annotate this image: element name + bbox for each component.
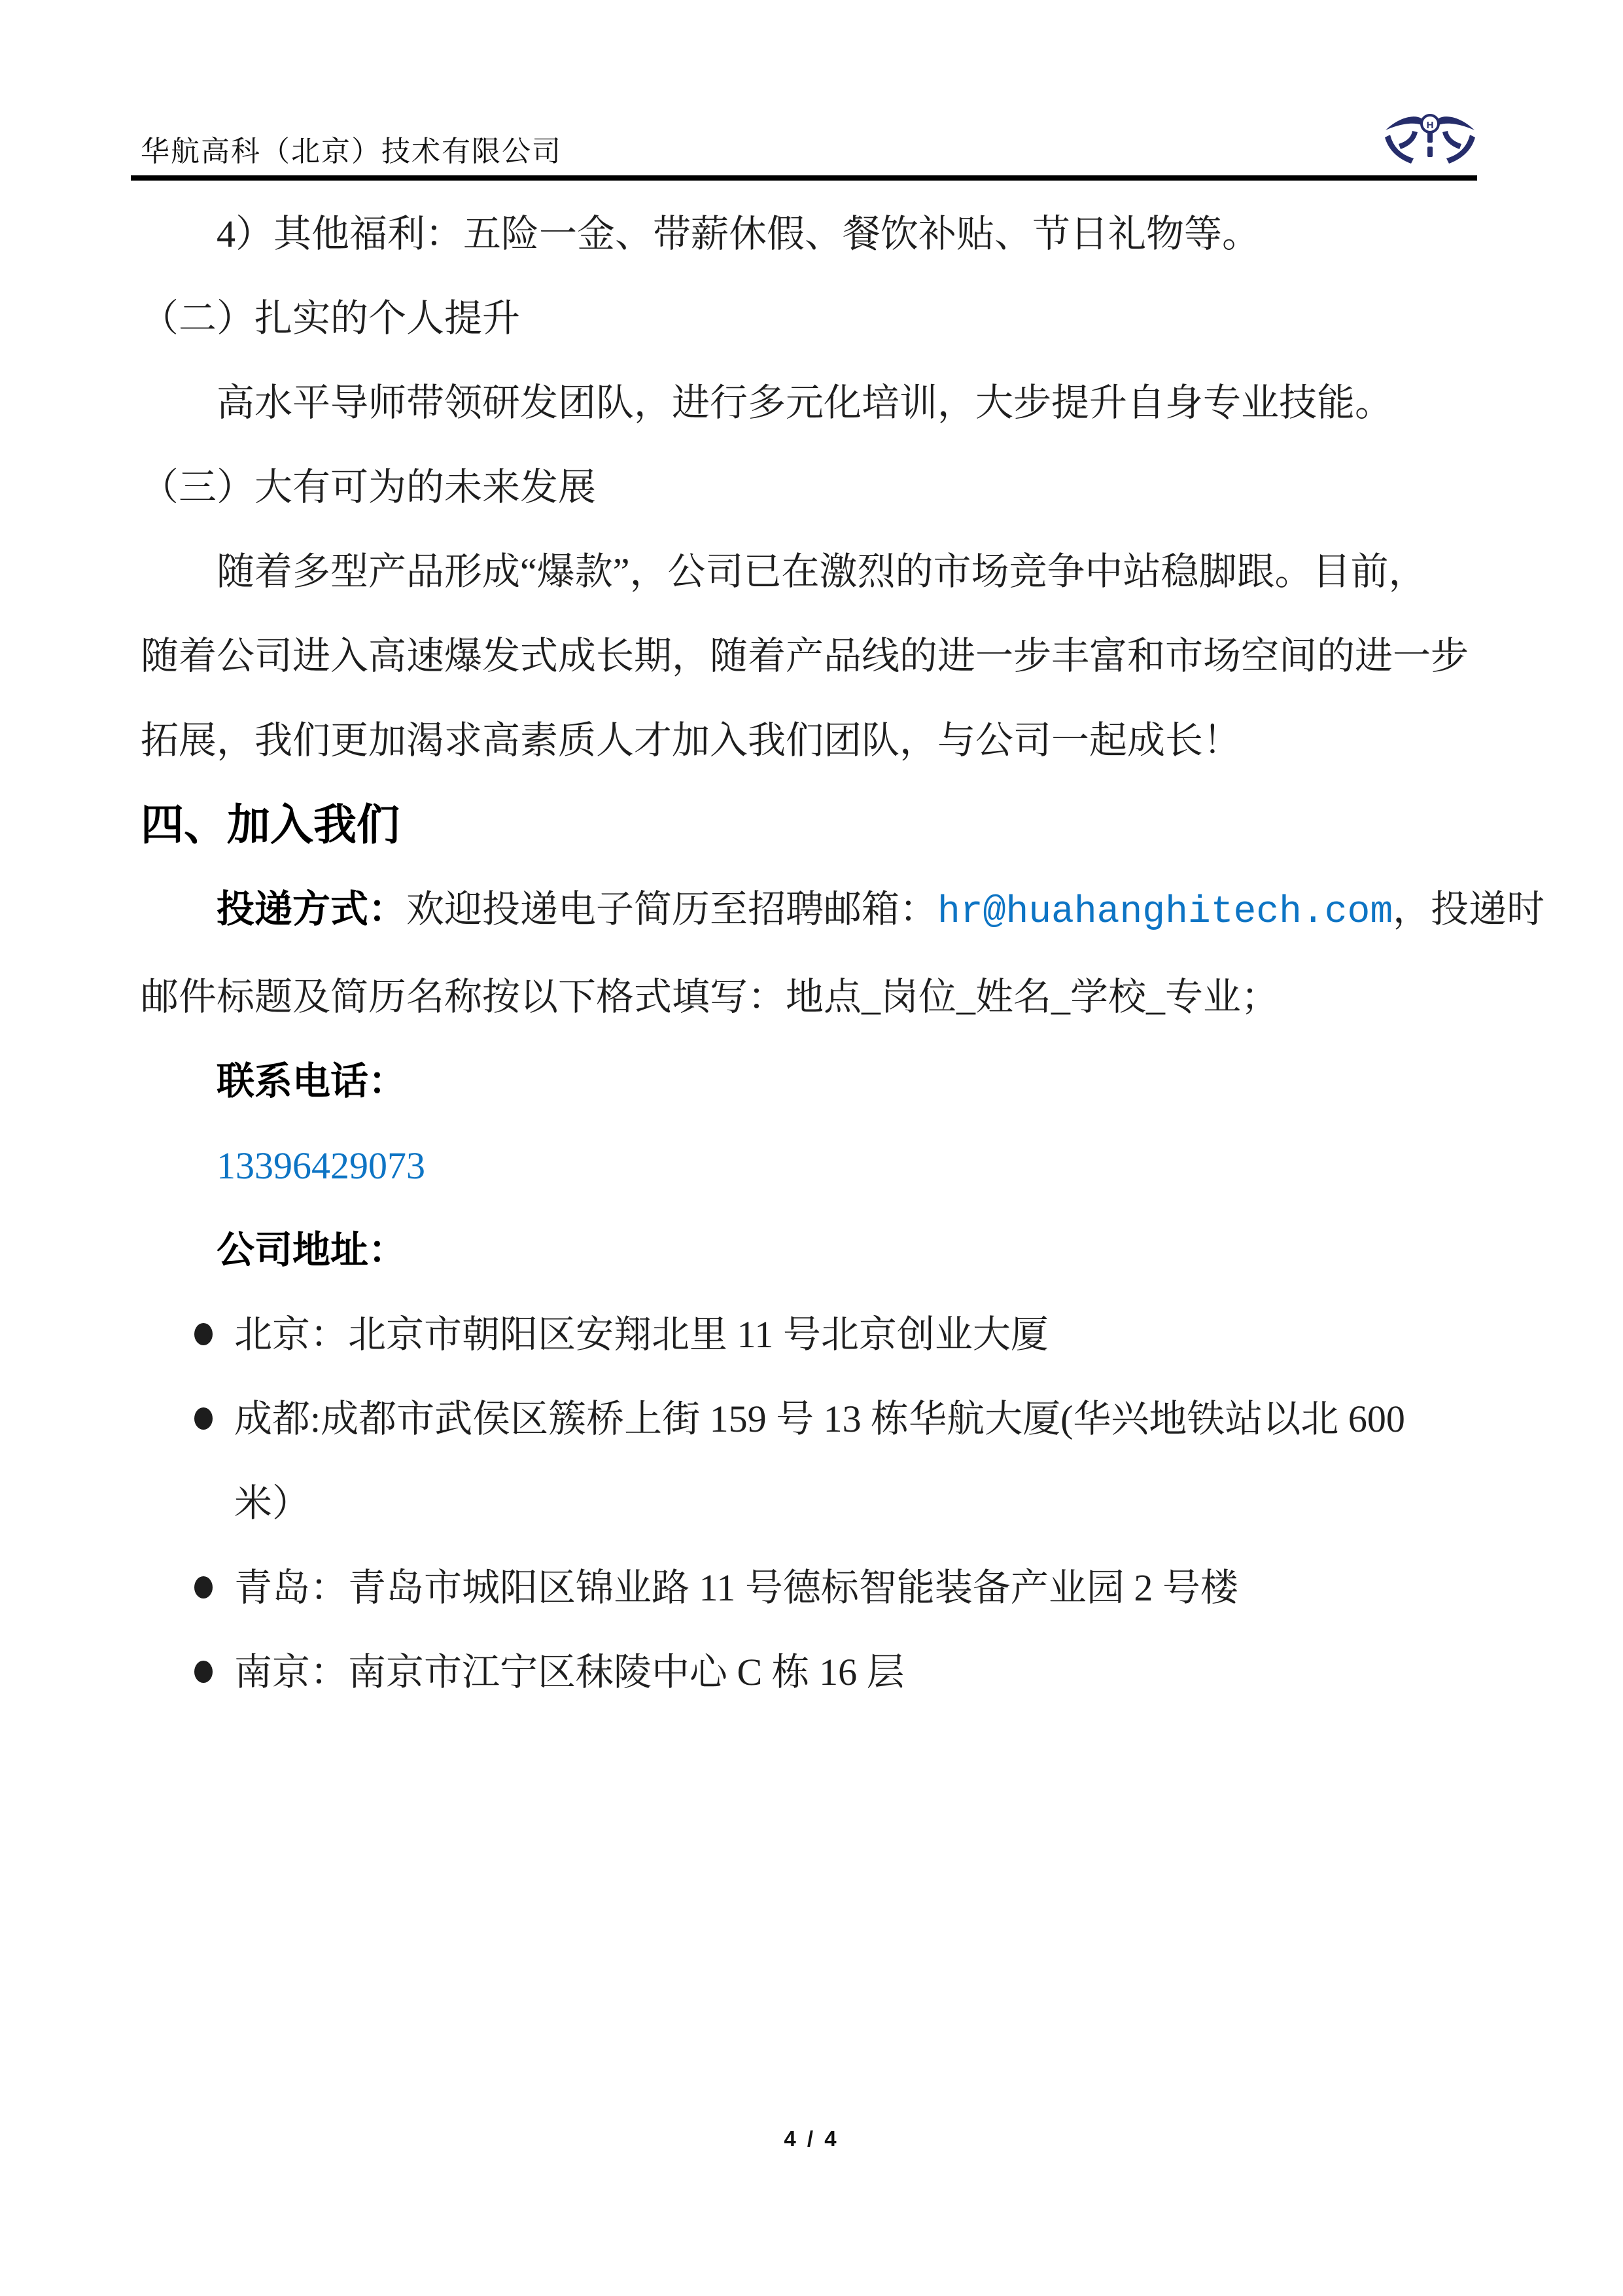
bullet-icon [194, 1407, 213, 1430]
bullet-icon [194, 1661, 213, 1683]
address-text: 青岛：青岛市城阳区锦业路 11 号德标智能装备产业园 2 号楼 [234, 1566, 1238, 1609]
address-label: 公司地址： [217, 1229, 407, 1271]
document-body [141, 192, 1545, 1714]
address-item-beijing [141, 1292, 1479, 1377]
section-3-body-line-1: 随着多型产品形成“爆款”，公司已在激烈的市场竞争中站稳脚跟。目前， [217, 550, 1427, 593]
address-text: 南京：南京市江宁区秣陵中心 C 栋 16 层 [234, 1651, 905, 1693]
address-item-nanjing [141, 1630, 1479, 1714]
section-2-heading: （二）扎实的个人提升 [141, 297, 521, 340]
page-number: 4 / 4 [784, 2127, 839, 2151]
bullet-icon [194, 1323, 213, 1345]
company-logo-icon [1385, 113, 1475, 168]
address-text: 成都:成都市武侯区簇桥上街 159 号 13 栋华航大厦(华兴地铁站以北 600 [234, 1398, 1405, 1440]
phone-number: 13396429073 [217, 1144, 425, 1187]
bullet-icon [194, 1576, 213, 1598]
recruit-email-link[interactable]: hr@huahanghitech.com [937, 891, 1393, 934]
section-3-body-line-2: 随着公司进入高速爆发式成长期，随着产品线的进一步丰富和市场空间的进一步 [141, 635, 1469, 677]
delivery-method-text-after: ，投递时 [1393, 888, 1545, 930]
logo-letter: H [1426, 120, 1434, 131]
address-item-chengdu [141, 1377, 1479, 1461]
delivery-method-line [141, 867, 1545, 955]
company-name: 华航高科（北京）技术有限公司 [141, 135, 562, 168]
benefits-line: 4）其他福利：五险一金、带薪休假、餐饮补贴、节日礼物等。 [217, 213, 1261, 255]
header-divider [131, 175, 1477, 181]
section-2-body: 高水平导师带领研发团队，进行多元化培训，大步提升自身专业技能。 [217, 381, 1393, 424]
delivery-method-text: 欢迎投递电子简历至招聘邮箱： [406, 888, 938, 930]
phone-label: 联系电话： [217, 1060, 407, 1103]
delivery-format-line: 邮件标题及简历名称按以下格式填写：地点_岗位_姓名_学校_专业； [141, 976, 1280, 1018]
join-us-heading: 四、加入我们 [141, 800, 400, 849]
address-text: 北京：北京市朝阳区安翔北里 11 号北京创业大厦 [234, 1313, 1049, 1356]
address-chengdu-continuation: 米） [234, 1482, 311, 1525]
delivery-method-label: 投递方式： [217, 888, 407, 930]
section-3-body-line-3: 拓展，我们更加渴求高素质人才加入我们团队，与公司一起成长！ [141, 719, 1242, 762]
section-3-heading: （三）大有可为的未来发展 [141, 466, 597, 508]
address-item-qingdao [141, 1545, 1479, 1630]
